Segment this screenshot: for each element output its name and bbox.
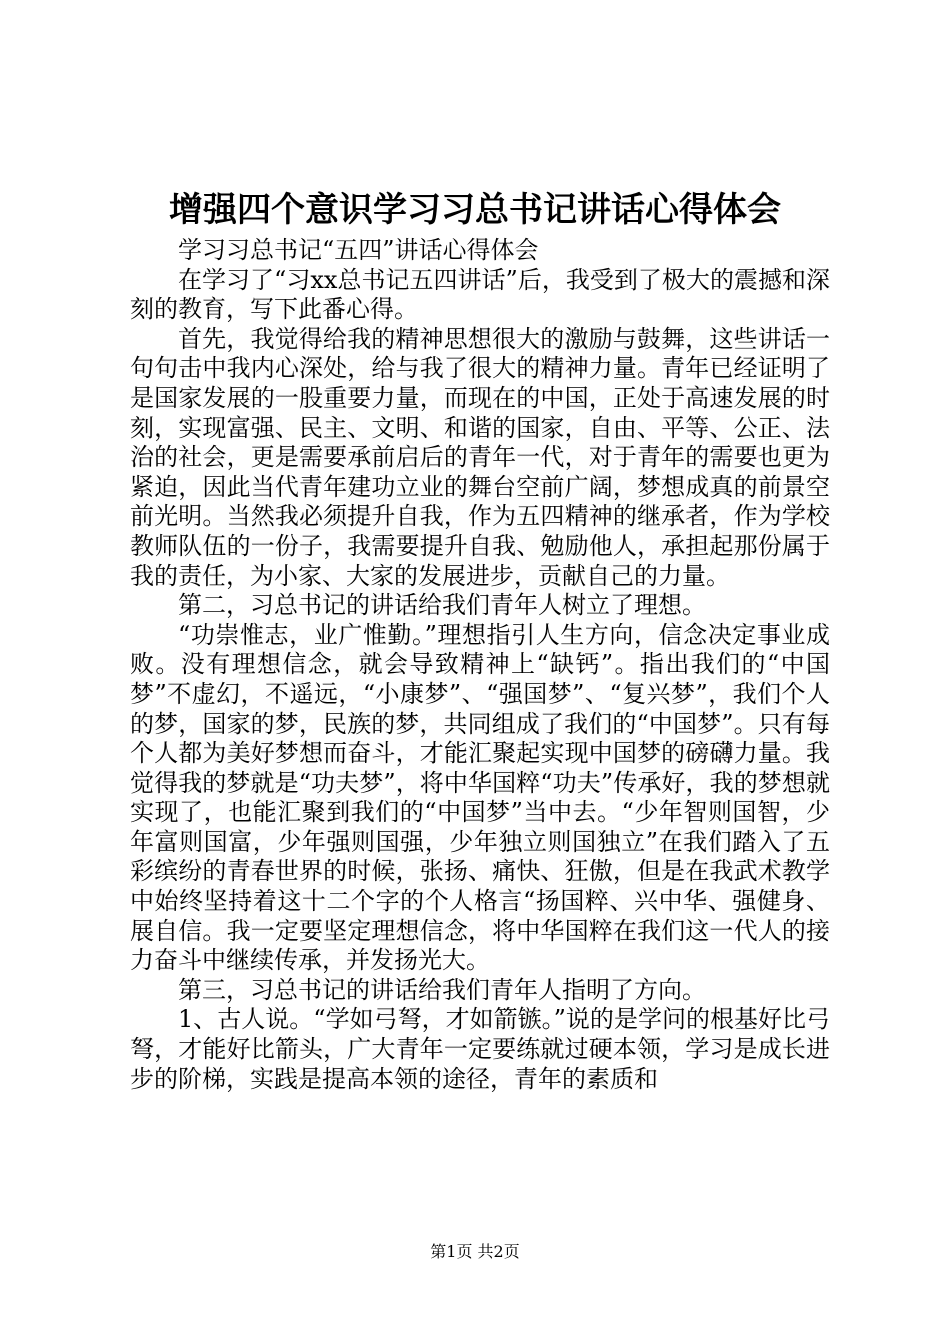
paragraph-subtitle: 学习习总书记“五四”讲话心得体会: [178, 236, 539, 264]
paragraph: “功崇惟志，业广惟勤。”理想指引人生方向，信念决定事业成败。没有理想信念，就会导致精神上“缺钙”。指出我们的“中国梦”不虚幻，不遥远，“小康梦”、“强国梦”、“复兴梦”，我们个人的梦，国家的梦，民族的梦，共同组成了我们的“中国梦”。只有每个人都为美好梦想而奋斗，才能汇聚起实现中国梦的磅礴力量。我觉得我的梦就是“功夫梦”，将中华国粹“功夫”传承好，我的梦想就实现了，也能汇聚到我们的“中国梦”当中去。“少年智则国智，少年富则国富，少年强则国强，少年独立则国独立”在我们踏入了五彩缤纷的青春世界的时候，张扬、痛快、狂傲，但是在我武术教学中始终坚持着这十二个字的个人格言“扬国粹、兴中华、强健身、展自信。我一定要坚定理想信念，将中华国粹在我们这一代人的接力奋斗中继续传承，并发扬光大。: [130, 620, 830, 975]
paragraph: 在学习了“习xx总书记五四讲话”后，我受到了极大的震撼和深刻的教育，写下此番心得。: [130, 265, 830, 324]
document-body: [130, 236, 830, 1094]
paragraph: 第三，习总书记的讲话给我们青年人指明了方向。: [178, 975, 706, 1004]
paragraph: 1、古人说。“学如弓弩，才如箭镞。”说的是学问的根基好比弓弩，才能好比箭头，广大青年一定要练就过硬本领，学习是成长进步的阶梯，实践是提高本领的途径，青年的素质和: [130, 1005, 830, 1093]
document-title: 增强四个意识学习习总书记讲话心得体会: [169, 190, 781, 230]
paragraph: 首先，我觉得给我的精神思想很大的激励与鼓舞，这些讲话一句句击中我内心深处，给与我了很大的精神力量。青年已经证明了是国家发展的一股重要力量，而现在的中国，正处于高速发展的时刻，实现富强、民主、文明、和谐的国家，自由、平等、公正、法治的社会，更是需要承前启后的青年一代，对于青年的需要也更为紧迫，因此当代青年建功立业的舞台空前广阔，梦想成真的前景空前光明。当然我必须提升自我，作为五四精神的继承者，作为学校教师队伍的一份子，我需要提升自我、勉励他人，承担起那份属于我的责任，为小家、大家的发展进步，贡献自己的力量。: [130, 324, 830, 590]
page-footer: 第1页 共2页: [430, 1242, 520, 1261]
paragraph: 第二，习总书记的讲话给我们青年人树立了理想。: [178, 591, 706, 620]
